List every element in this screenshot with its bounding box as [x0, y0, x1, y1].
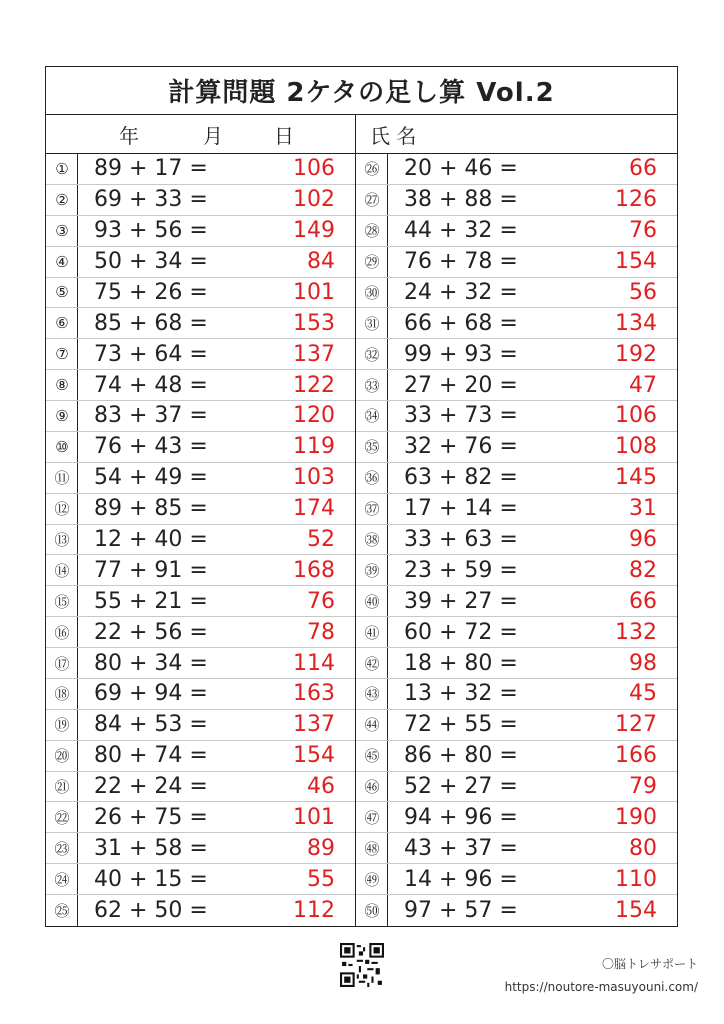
problem-answer: 47: [629, 372, 657, 398]
problem-expression: 17 + 14 =: [404, 496, 518, 522]
problem-answer: 76: [629, 218, 657, 244]
problem-answer: 89: [307, 835, 335, 861]
problem-answer: 66: [629, 588, 657, 614]
problem-expression: 24 + 32 =: [404, 279, 518, 305]
problem-column-right: [356, 154, 677, 926]
problem-expression: 72 + 55 =: [404, 712, 518, 738]
problem-expression: 84 + 53 =: [94, 712, 208, 738]
problem-number: ⑳: [54, 747, 70, 766]
problem-answer: 106: [615, 403, 657, 429]
problem-expression: 27 + 20 =: [404, 372, 518, 398]
problem-row: [46, 432, 355, 463]
problem-number: ㉓: [54, 839, 70, 858]
footer-credit: 〇脳トレサポート: [601, 957, 698, 971]
problem-row: [356, 339, 677, 370]
problem-number: ⑲: [54, 716, 70, 735]
problem-expression: 75 + 26 =: [94, 279, 208, 305]
problem-row: [356, 432, 677, 463]
problem-row: [356, 710, 677, 741]
date-field: [46, 115, 356, 153]
problem-number: ㉜: [364, 345, 380, 364]
problem-expression: 73 + 64 =: [94, 341, 208, 367]
header-row: [46, 115, 677, 154]
problem-expression: 23 + 59 =: [404, 557, 518, 583]
problem-answer: 112: [293, 898, 335, 924]
problem-answer: 137: [293, 712, 335, 738]
problem-row: [46, 247, 355, 278]
problem-expression: 99 + 93 =: [404, 341, 518, 367]
problem-expression: 20 + 46 =: [404, 156, 518, 182]
problem-number: ㉔: [54, 870, 70, 889]
problem-number: ⑭: [54, 561, 70, 580]
problem-expression: 97 + 57 =: [404, 898, 518, 924]
problem-column-left: [46, 154, 356, 926]
name-field: [356, 115, 677, 153]
problem-number: ⑨: [55, 406, 69, 425]
problem-expression: 22 + 56 =: [94, 619, 208, 645]
problem-number: ⑪: [54, 469, 70, 488]
problem-number: ⑦: [55, 345, 69, 364]
problem-row: [46, 463, 355, 494]
problem-row: [356, 648, 677, 679]
problem-row: [356, 802, 677, 833]
problem-expression: 66 + 68 =: [404, 310, 518, 336]
problem-row: [46, 802, 355, 833]
problem-answer: 56: [629, 279, 657, 305]
problem-expression: 69 + 33 =: [94, 187, 208, 213]
problem-answer: 190: [615, 804, 657, 830]
problem-answer: 163: [293, 681, 335, 707]
year-label: 年: [119, 123, 139, 148]
problem-expression: 33 + 73 =: [404, 403, 518, 429]
problem-answer: 80: [629, 835, 657, 861]
problem-expression: 26 + 75 =: [94, 804, 208, 830]
problem-expression: 22 + 24 =: [94, 774, 208, 800]
problem-row: [356, 401, 677, 432]
problem-number: ㉙: [364, 253, 380, 272]
problem-answer: 103: [293, 465, 335, 491]
problem-answer: 66: [629, 156, 657, 182]
problem-number: ㊾: [364, 870, 380, 889]
problem-answer: 154: [293, 743, 335, 769]
problem-row: [356, 679, 677, 710]
problem-answer: 132: [615, 619, 657, 645]
problem-number: ㊺: [364, 747, 380, 766]
problem-row: [356, 617, 677, 648]
problem-expression: 50 + 34 =: [94, 249, 208, 275]
problem-row: [46, 555, 355, 586]
problem-answer: 154: [615, 898, 657, 924]
problem-number: ①: [55, 159, 69, 178]
problem-row: [356, 741, 677, 772]
problem-number: ㊼: [364, 808, 380, 827]
problem-expression: 39 + 27 =: [404, 588, 518, 614]
problem-answer: 110: [615, 866, 657, 892]
problem-expression: 13 + 32 =: [404, 681, 518, 707]
problem-answer: 153: [293, 310, 335, 336]
problem-number: ㉒: [54, 808, 70, 827]
problem-number: ⑱: [54, 685, 70, 704]
problem-expression: 85 + 68 =: [94, 310, 208, 336]
problem-answer: 98: [629, 650, 657, 676]
problem-number: ⑬: [54, 530, 70, 549]
problem-row: [46, 679, 355, 710]
problem-answer: 82: [629, 557, 657, 583]
problem-expression: 76 + 78 =: [404, 249, 518, 275]
problem-answer: 149: [293, 218, 335, 244]
problem-expression: 32 + 76 =: [404, 434, 518, 460]
problem-number: ㊳: [364, 530, 380, 549]
problem-row: [356, 463, 677, 494]
problem-answer: 46: [307, 774, 335, 800]
problem-answer: 45: [629, 681, 657, 707]
problem-number: ㉞: [364, 407, 380, 426]
problem-row: [356, 772, 677, 803]
problem-number: ㊱: [364, 469, 380, 488]
problem-row: [356, 154, 677, 185]
problem-expression: 80 + 74 =: [94, 743, 208, 769]
problem-answer: 154: [615, 249, 657, 275]
problem-number: ㊻: [364, 778, 380, 797]
problem-expression: 74 + 48 =: [94, 372, 208, 398]
problem-expression: 80 + 34 =: [94, 650, 208, 676]
problem-expression: 94 + 96 =: [404, 804, 518, 830]
problem-expression: 89 + 85 =: [94, 496, 208, 522]
problem-answer: 106: [293, 156, 335, 182]
problem-row: [46, 216, 355, 247]
problem-number: ⑥: [55, 314, 69, 333]
problem-answer: 126: [615, 187, 657, 213]
problem-number: ㊿: [364, 902, 380, 921]
problem-row: [356, 525, 677, 556]
problem-row: [356, 216, 677, 247]
problem-number: ㊽: [364, 839, 380, 858]
problem-expression: 52 + 27 =: [404, 774, 518, 800]
problem-expression: 62 + 50 =: [94, 898, 208, 924]
problem-expression: 38 + 88 =: [404, 187, 518, 213]
problem-answer: 55: [307, 866, 335, 892]
problem-row: [356, 494, 677, 525]
problem-number: ㊲: [364, 500, 380, 519]
problem-expression: 89 + 17 =: [94, 156, 208, 182]
problem-expression: 44 + 32 =: [404, 218, 518, 244]
problem-row: [46, 339, 355, 370]
problem-answer: 52: [307, 526, 335, 552]
problem-answer: 96: [629, 526, 657, 552]
problem-answer: 102: [293, 187, 335, 213]
problem-number: ㊵: [364, 592, 380, 611]
problem-number: ㉟: [364, 438, 380, 457]
problem-number: ㉗: [364, 191, 380, 210]
problem-answer: 31: [629, 496, 657, 522]
problem-row: [356, 308, 677, 339]
problem-number: ⑤: [55, 283, 69, 302]
problem-expression: 69 + 94 =: [94, 681, 208, 707]
problem-answer: 84: [307, 249, 335, 275]
problem-row: [46, 185, 355, 216]
problem-number: ㉛: [364, 314, 380, 333]
problem-number: ㊸: [364, 685, 380, 704]
problem-number: ㉑: [54, 778, 70, 797]
problem-number: ㉚: [364, 283, 380, 302]
problem-number: ⑯: [54, 623, 70, 642]
problem-number: ②: [55, 190, 69, 209]
problem-answer: 78: [307, 619, 335, 645]
problem-number: ⑰: [54, 654, 70, 673]
problem-row: [46, 278, 355, 309]
problem-row: [356, 864, 677, 895]
problem-row: [46, 772, 355, 803]
problem-row: [46, 586, 355, 617]
problem-row: [46, 864, 355, 895]
problem-answer: 108: [615, 434, 657, 460]
problem-answer: 168: [293, 557, 335, 583]
problem-row: [356, 586, 677, 617]
problem-number: ④: [55, 252, 69, 271]
problem-number: ⑧: [55, 376, 69, 395]
problem-expression: 93 + 56 =: [94, 218, 208, 244]
problem-number: ㊴: [364, 561, 380, 580]
name-label: 氏 名: [370, 123, 417, 148]
problem-expression: 83 + 37 =: [94, 403, 208, 429]
problem-row: [46, 494, 355, 525]
problem-expression: 43 + 37 =: [404, 835, 518, 861]
problem-number: ⑩: [55, 437, 69, 456]
problem-answer: 134: [615, 310, 657, 336]
problem-answer: 166: [615, 743, 657, 769]
day-label: 日: [274, 123, 294, 148]
problem-row: [46, 741, 355, 772]
problem-expression: 40 + 15 =: [94, 866, 208, 892]
problem-row: [356, 185, 677, 216]
problem-row: [46, 833, 355, 864]
problem-number: ㊷: [364, 654, 380, 673]
problem-expression: 60 + 72 =: [404, 619, 518, 645]
problem-expression: 77 + 91 =: [94, 557, 208, 583]
problem-expression: 76 + 43 =: [94, 434, 208, 460]
problem-row: [46, 525, 355, 556]
problem-row: [46, 648, 355, 679]
problem-row: [356, 895, 677, 926]
problem-expression: 31 + 58 =: [94, 835, 208, 861]
problem-answer: 174: [293, 496, 335, 522]
problem-number: ③: [55, 221, 69, 240]
problem-expression: 54 + 49 =: [94, 465, 208, 491]
problem-row: [356, 555, 677, 586]
problem-row: [46, 401, 355, 432]
problem-row: [356, 247, 677, 278]
problem-expression: 55 + 21 =: [94, 588, 208, 614]
problem-expression: 12 + 40 =: [94, 526, 208, 552]
footer-url[interactable]: https://noutore-masuyouni.com/: [504, 980, 698, 994]
problem-number: ㉘: [364, 222, 380, 241]
problem-row: [46, 895, 355, 926]
problem-answer: 119: [293, 434, 335, 460]
problem-answer: 145: [615, 465, 657, 491]
problem-number: ㉝: [364, 376, 380, 395]
problem-answer: 101: [293, 804, 335, 830]
problem-answer: 122: [293, 372, 335, 398]
problem-row: [46, 154, 355, 185]
problem-expression: 33 + 63 =: [404, 526, 518, 552]
problem-expression: 18 + 80 =: [404, 650, 518, 676]
month-label: 月: [203, 123, 223, 148]
problem-row: [356, 278, 677, 309]
worksheet-title: 計算問題 2ケタの足し算 Vol.2: [46, 67, 677, 115]
problem-number: ㊶: [364, 623, 380, 642]
qr-code-icon: [340, 943, 384, 987]
problem-number: ⑫: [54, 500, 70, 519]
problem-answer: 114: [293, 650, 335, 676]
problem-number: ㉖: [364, 160, 380, 179]
problem-row: [356, 833, 677, 864]
problem-row: [356, 370, 677, 401]
problem-row: [46, 617, 355, 648]
problem-answer: 101: [293, 279, 335, 305]
problem-expression: 63 + 82 =: [404, 465, 518, 491]
worksheet: [45, 66, 678, 927]
problem-row: [46, 308, 355, 339]
problem-answer: 192: [615, 341, 657, 367]
problem-answer: 120: [293, 403, 335, 429]
problem-number: ㊹: [364, 716, 380, 735]
problem-answer: 127: [615, 712, 657, 738]
problem-number: ㉕: [54, 902, 70, 921]
problem-number: ⑮: [54, 592, 70, 611]
problem-answer: 137: [293, 341, 335, 367]
problem-answer: 79: [629, 774, 657, 800]
problem-row: [46, 710, 355, 741]
problem-row: [46, 370, 355, 401]
problem-expression: 14 + 96 =: [404, 866, 518, 892]
problem-expression: 86 + 80 =: [404, 743, 518, 769]
problem-answer: 76: [307, 588, 335, 614]
